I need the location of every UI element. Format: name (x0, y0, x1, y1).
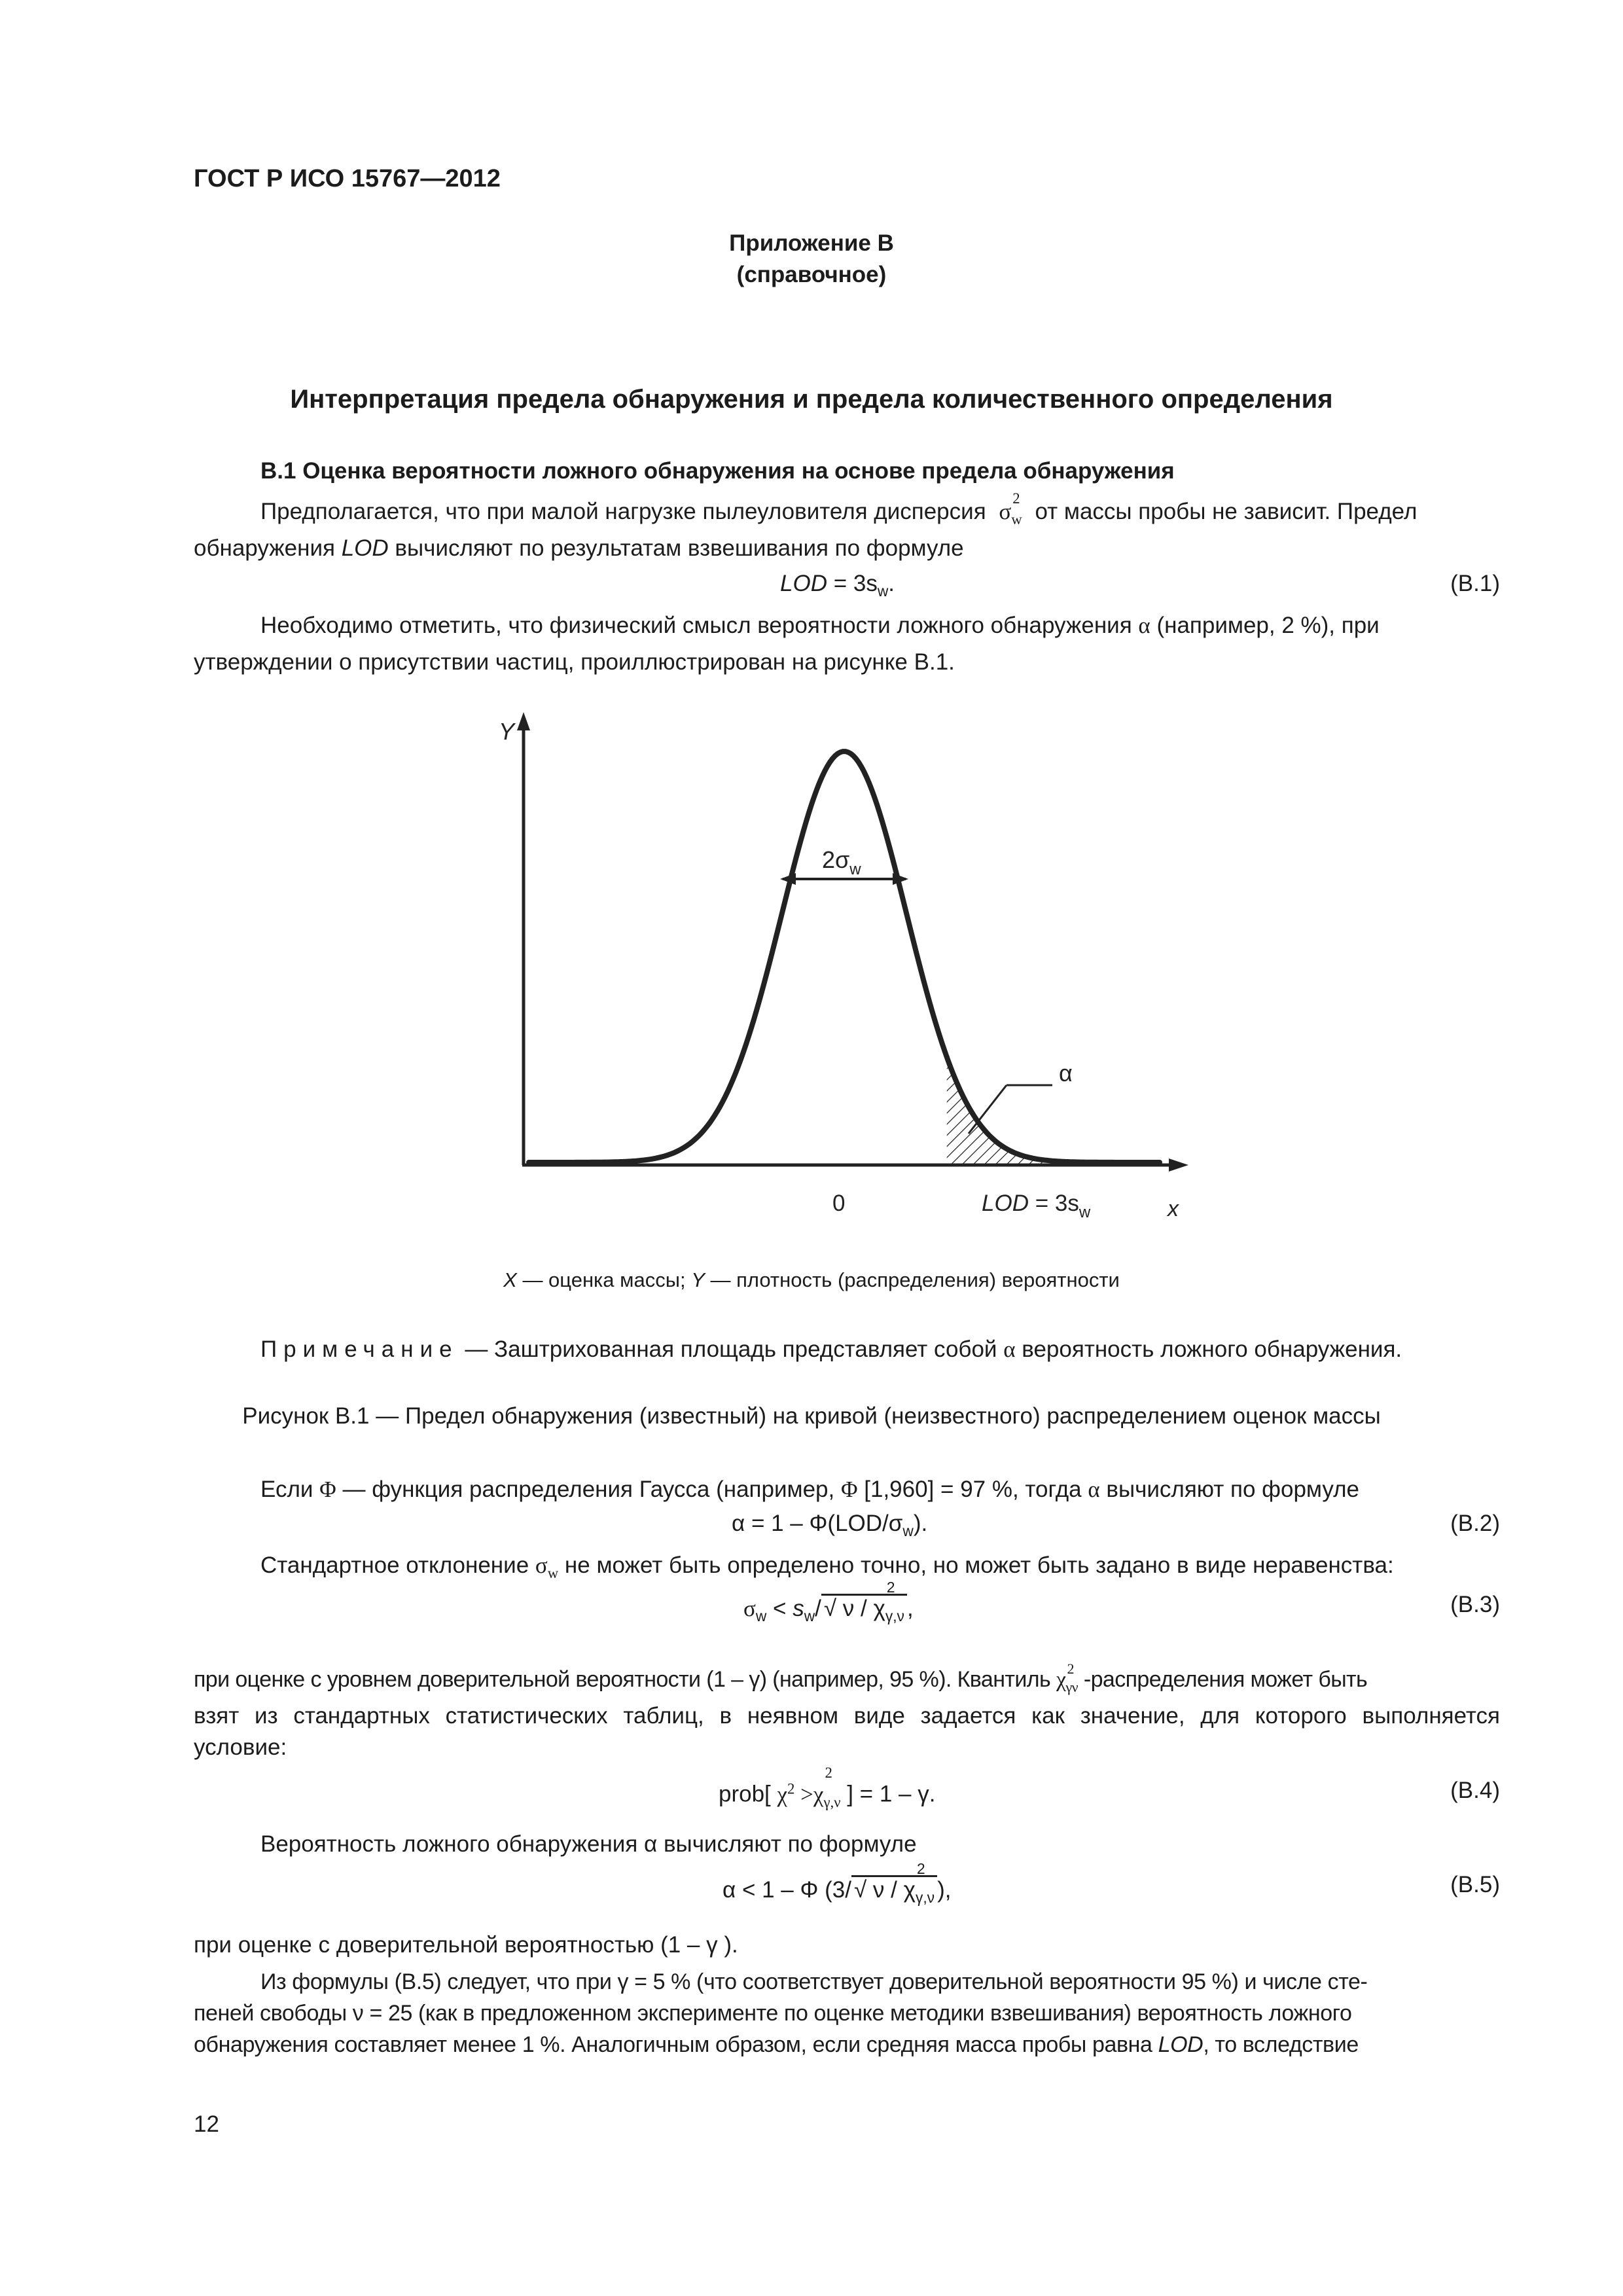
annex-label: Приложение В (729, 230, 894, 256)
alpha-hatched-area (947, 1057, 1073, 1164)
annex-type: (справочное) (736, 262, 887, 287)
y-axis-label: Y (499, 718, 515, 745)
figure-note: Примечание — Заштрихованная площадь представляет собой α вероятность ложного обнаружения. (260, 1336, 1402, 1362)
para2-line2: утверждении о присутствии частиц, проиллюстрирован на рисунке В.1. (194, 649, 955, 675)
alpha-label: α (1059, 1060, 1073, 1086)
para6: Вероятность ложного обнаружения α вычисляют по формуле (260, 1831, 917, 1857)
para1-line1: Предполагается, что при малой нагрузке пылеуловителя дисперсия σ 2 $_w$ от массы пробы не зависит. Предел (260, 490, 1418, 528)
para8-line3: обнаружения составляет менее 1 %. Аналогичным образом, если средняя масса пробы равна LOD, то вследствие (194, 2032, 1359, 2057)
equation-b2-number: (В.2) (1450, 1511, 1500, 1536)
figure-b1 (497, 707, 1191, 1244)
para1-line2: обнаружения LOD вычисляют по результатам взвешивания по формуле (194, 535, 964, 561)
annex-title: Интерпретация предела обнаружения и предела количественного определения (290, 385, 1333, 414)
para2-line1: Необходимо отметить, что физический смысл вероятности ложного обнаружения α (например, 2 %), при (260, 613, 1380, 638)
equation-b3: $\sigma_w < s_w/$ √ ν / χ 2 $_{\gamma,\nu}$ , (743, 1579, 914, 1624)
x-axis-arrow (1169, 1158, 1188, 1172)
width-label: $2\sigma_w$ (822, 846, 861, 878)
para7: при оценке с доверительной вероятностью (1 – γ ). (194, 1932, 738, 1958)
alpha-leader-diag (969, 1085, 1007, 1134)
figure-legend: X — оценка массы; Y — плотность (распределения) вероятности (503, 1268, 1120, 1291)
document-header: ГОСТ Р ИСО 15767—2012 (194, 165, 501, 192)
para8-line2: пеней свободы ν = 25 (как в предложенном эксперименте по оценке методики взвешивания) вероятность ложного (194, 2001, 1352, 2026)
section-heading: В.1 Оценка вероятности ложного обнаружения на основе предела обнаружения (260, 458, 1175, 484)
page-number: 12 (194, 2111, 219, 2137)
equation-b5: α < 1 – Φ (3/ √ ν / χ 2 $_{\gamma,\nu}$ ), (722, 1860, 952, 1906)
equation-b4-number: (В.4) (1450, 1778, 1500, 1803)
para4: Стандартное отклонение $\sigma_w$ не может быть определено точно, но может быть задано в виде неравенства: (260, 1552, 1394, 1581)
equation-b4: prob[ $\chi^2 >\chi$ 2 $_{\gamma,\nu}$ ] = 1 – γ. (719, 1764, 936, 1810)
equation-b3-number: (В.3) (1450, 1592, 1500, 1617)
para5-line2: взят из стандартных статистических таблиц, в неявном виде задается как значение, для которого выполняется (194, 1703, 1500, 1729)
para8-line1: Из формулы (В.5) следует, что при γ = 5 % (что соответствует доверительной вероятности 95 %) и числе сте- (260, 1969, 1368, 1994)
para5-line3: условие: (194, 1734, 287, 1760)
para3: Если Φ — функция распределения Гаусса (например, Φ [1,960] = 97 %, тогда α вычисляют по формуле (260, 1477, 1359, 1502)
equation-b5-number: (В.5) (1450, 1872, 1500, 1897)
gaussian-curve (529, 751, 1160, 1162)
figure-caption: Рисунок В.1 — Предел обнаружения (известный) на кривой (неизвестного) распределением оценок массы (242, 1403, 1381, 1429)
equation-b1-number: (В.1) (1450, 571, 1500, 596)
y-axis-arrow (517, 712, 530, 730)
equation-b2: $\alpha = 1 - \Phi(LOD/\sigma_w)$. (732, 1511, 928, 1539)
equation-b1: LOD = $3s_w$. (780, 571, 895, 600)
tick-zero-label: 0 (832, 1191, 846, 1216)
x-axis-label: x (1168, 1196, 1179, 1221)
tick-lod-label: LOD = $3s_w$ (982, 1191, 1091, 1221)
para5-line1: при оценке с уровнем доверительной вероятности (1 – γ) (например, 95 %). Квантиль χ 2 $_{\gamma\nu}$ -распределения может быть (194, 1660, 1368, 1695)
